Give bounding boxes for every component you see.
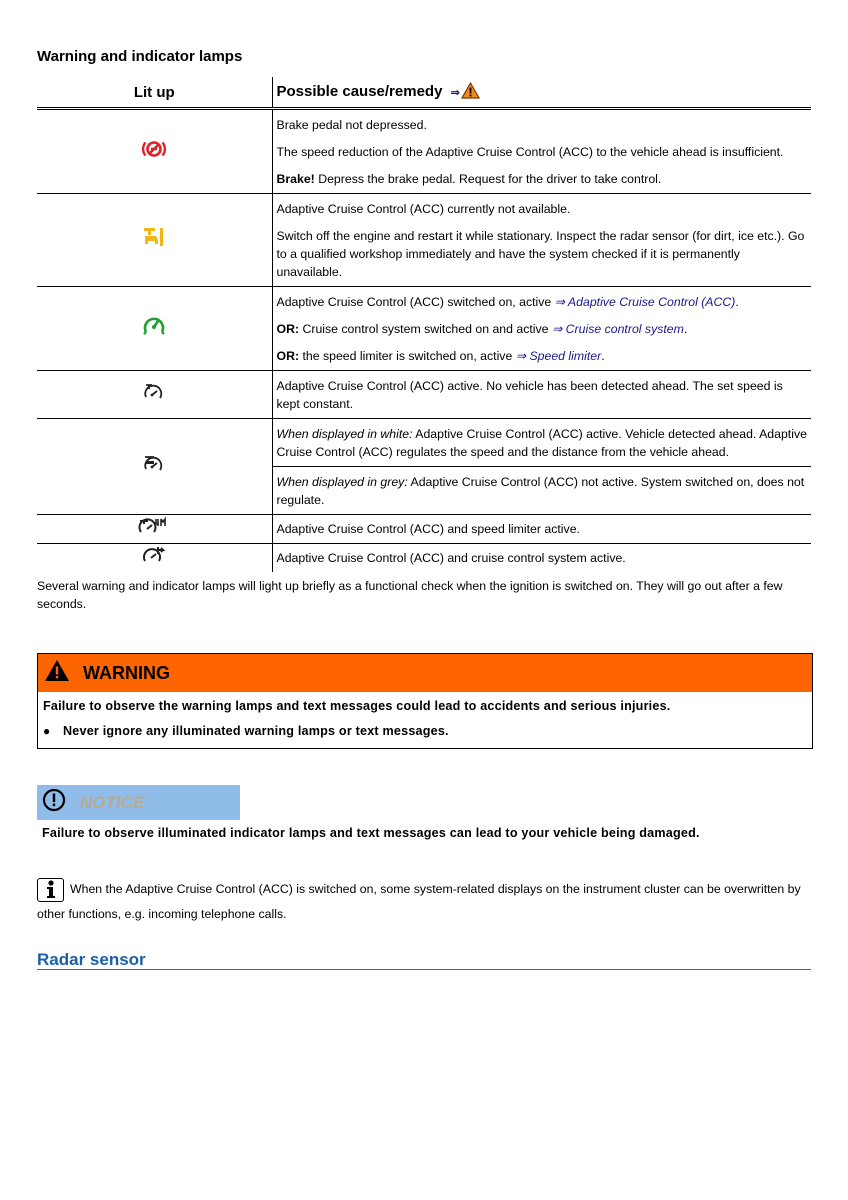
cause-cell xyxy=(272,418,811,466)
red-brake-acc-icon xyxy=(141,139,167,164)
lamp-cell xyxy=(37,418,272,514)
column-header-lit-up: Lit up xyxy=(37,77,272,108)
italic-label: When displayed in grey: xyxy=(276,474,408,489)
cause-text: Depress the brake pedal. Request for the driver to take control. xyxy=(314,171,662,186)
table-header-row xyxy=(37,77,811,108)
cause-cell xyxy=(272,514,811,543)
warning-lamps-table xyxy=(37,77,811,572)
cause-line: Adaptive Cruise Control (ACC) active. No vehicle has been detected ahead. The set speed is kept constant. xyxy=(276,378,783,411)
table-row xyxy=(37,286,811,370)
cause-line xyxy=(277,293,808,311)
cross-reference-link[interactable]: ⇒ Cruise control system xyxy=(551,321,684,336)
warning-bullet xyxy=(43,724,807,738)
cause-line xyxy=(277,347,808,365)
cause-text: the speed limiter is switched on, active xyxy=(299,348,516,363)
warning-body xyxy=(38,692,812,738)
cause-text: Adaptive Cruise Control (ACC) switched on, active xyxy=(276,294,555,309)
cause-text: . xyxy=(601,348,605,363)
bold-label: OR: xyxy=(276,348,300,363)
bold-label: Brake! xyxy=(276,171,315,186)
lamp-cell xyxy=(37,543,272,572)
warning-triangle-icon xyxy=(461,82,480,103)
notice-title: NOTICE xyxy=(80,792,145,812)
column-header-cause xyxy=(272,77,811,108)
notice-header xyxy=(37,785,240,820)
page-title: Warning and indicator lamps xyxy=(37,48,243,65)
warning-triangle-icon xyxy=(44,659,70,687)
cross-reference-link[interactable]: ⇒ Adaptive Cruise Control (ACC) xyxy=(554,294,736,309)
cross-reference-arrow: ⇒ xyxy=(450,87,460,100)
warning-lead: Failure to observe the warning lamps and text messages could lead to accidents and serious injuries. xyxy=(43,699,671,713)
cause-cell xyxy=(272,108,811,193)
bullet-icon: ● xyxy=(43,724,51,738)
green-speedometer-icon xyxy=(142,316,166,341)
warning-header xyxy=(38,654,812,692)
info-icon xyxy=(37,878,64,902)
table-row xyxy=(37,514,811,543)
cause-line: The speed reduction of the Adaptive Cruise Control (ACC) to the vehicle ahead is insufficient. xyxy=(276,144,784,159)
acc-cruise-control-icon xyxy=(141,545,167,570)
table-row xyxy=(37,108,811,193)
lamp-cell xyxy=(37,108,272,193)
warning-box xyxy=(37,653,813,749)
lamp-cell xyxy=(37,286,272,370)
acc-vehicle-ahead-icon xyxy=(143,454,165,479)
table-row xyxy=(37,193,811,286)
cause-line xyxy=(277,320,808,338)
exclamation-circle-icon xyxy=(42,788,66,817)
table-row xyxy=(37,543,811,572)
cause-text: . xyxy=(735,294,739,309)
table-row xyxy=(37,418,811,466)
warning-bullet-text: Never ignore any illuminated warning lamps or text messages. xyxy=(63,724,449,738)
warning-title: WARNING xyxy=(83,662,170,683)
cause-cell xyxy=(272,286,811,370)
cause-line xyxy=(277,170,808,188)
lamp-cell xyxy=(37,370,272,418)
cause-text: Adaptive Cruise Control (ACC) not active. System switched on, does not regulate. xyxy=(276,474,805,507)
notice-text: Failure to observe illuminated indicator lamps and text messages can lead to your vehicle being damaged. xyxy=(42,826,700,840)
lamp-cell xyxy=(37,514,272,543)
cause-cell xyxy=(272,466,811,514)
lamp-cell xyxy=(37,193,272,286)
bold-label: OR: xyxy=(276,321,300,336)
section-heading xyxy=(37,950,811,970)
table-row xyxy=(37,370,811,418)
cause-text: . xyxy=(683,321,688,336)
acc-speed-limiter-icon xyxy=(138,516,170,541)
cause-line: Adaptive Cruise Control (ACC) and cruise control system active. xyxy=(276,550,626,565)
cause-line: Adaptive Cruise Control (ACC) and speed limiter active. xyxy=(276,521,580,536)
yellow-acc-fault-icon xyxy=(142,226,166,253)
info-text: When the Adaptive Cruise Control (ACC) is switched on, some system-related displays on the instrument cluster can be overwritten by other functions, e.g. incoming telephone calls. xyxy=(37,882,801,921)
cause-text: Cruise control system switched on and active xyxy=(299,321,552,336)
cause-cell xyxy=(272,543,811,572)
acc-no-vehicle-icon xyxy=(143,382,165,407)
info-paragraph xyxy=(37,877,813,927)
functional-check-note: Several warning and indicator lamps will light up briefly as a functional check when the ignition is switched on. They will go out after a few seconds. xyxy=(37,579,783,611)
cause-cell xyxy=(272,370,811,418)
cause-line: Adaptive Cruise Control (ACC) currently not available. xyxy=(276,201,571,216)
cause-line: Switch off the engine and restart it while stationary. Inspect the radar sensor (for dirt, ice etc.). Go to a qualified workshop immediately and have the system checked if it is permanently unavailable. xyxy=(276,228,805,279)
italic-label: When displayed in white: xyxy=(276,426,413,441)
cause-line: Brake pedal not depressed. xyxy=(276,117,427,132)
cause-line xyxy=(277,473,808,509)
cause-line xyxy=(277,425,808,461)
cross-reference-link[interactable]: ⇒ Speed limiter xyxy=(515,348,602,363)
section-heading-text: Radar sensor xyxy=(37,950,146,969)
column-header-cause-label: Possible cause/remedy xyxy=(276,83,443,101)
cause-cell xyxy=(272,193,811,286)
cause-text: Adaptive Cruise Control (ACC) active. Vehicle detected ahead. Adaptive Cruise Control (ACC) regulates the speed and the distance from the vehicle ahead. xyxy=(276,426,807,459)
